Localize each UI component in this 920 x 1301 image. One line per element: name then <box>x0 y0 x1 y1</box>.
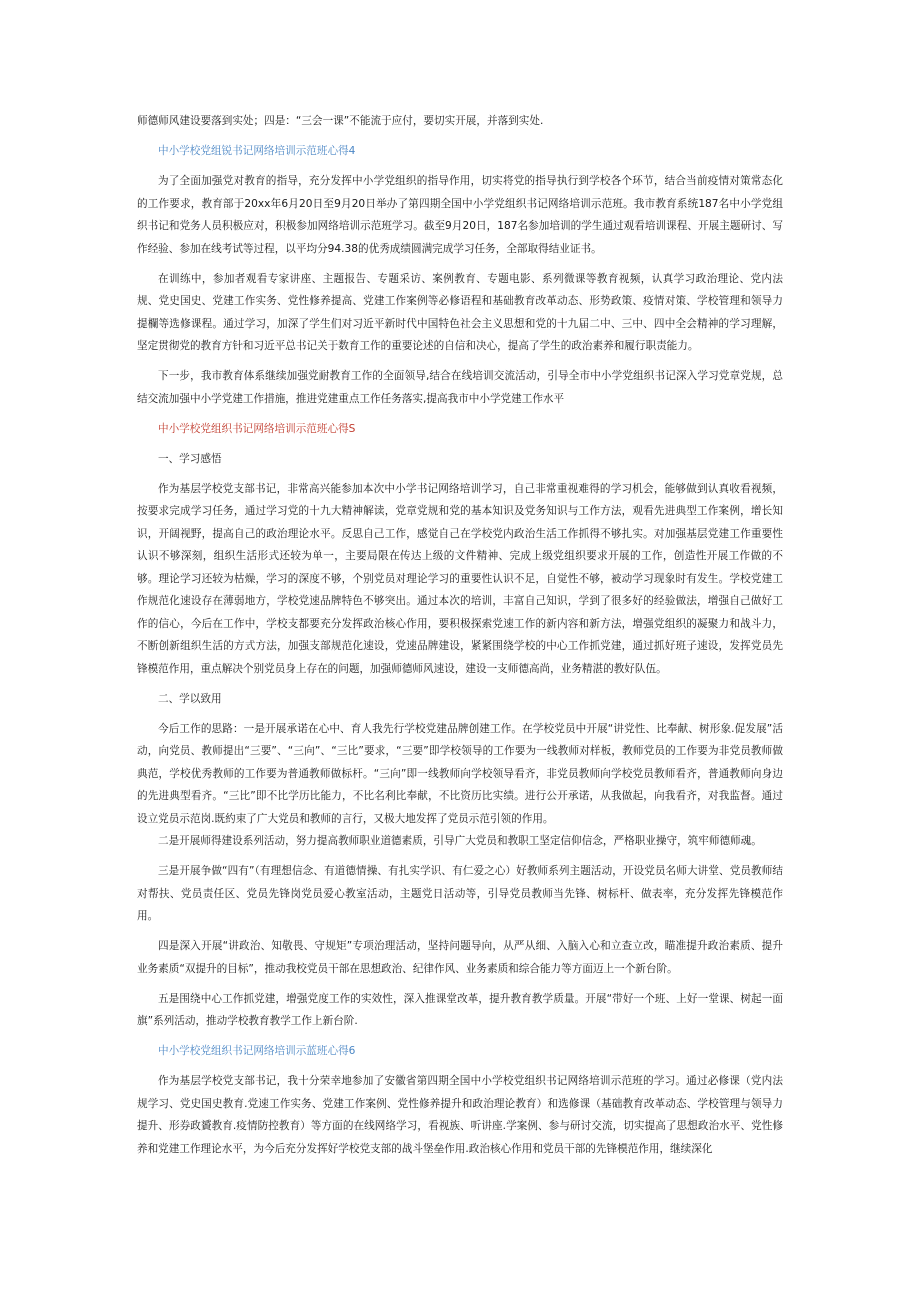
paragraph: 今后工作的思路：一是开展承诺在心中、育人我先行学校党建品牌创建工作。在学校党员中开展“讲党性、比奉献、树形象.促发展”活动，向党员、教师提出“三要”、“三向”、“三比”要求，“三要”即学校领导的工作要为一线教师对样板，教师党员的工作要为非党员教师做典范，学校优秀教师的工作要为普通教师做标杆。“三向”即一线教师向学校领导看齐，非党员教师向学校党员教师看齐，普通教师向身边的先进典型看齐。“三比”即不比学历比能力，不比名利比奉献，不比资历比实绩。进行公开承诺，从我做起，向我看齐，对我监督。通过设立党员示范岗.既約束了广大党员和教师的言行，又极大地发挥了党员示范引领的作用。 <box>137 722 783 825</box>
section-heading-4: 中小学校党组锐书记网络培训示范班心得4 <box>158 145 356 157</box>
paragraph: 五是围绕中心工作抓党建，增强党度工作的实效性，深入推课堂改革，提升教育教学质量。开展“带好一个班、上好一堂课、树起一面旗”系列活动，推动学校教育教学工作上新台阶. <box>137 992 783 1027</box>
section-heading-5: 中小学校党组织书记网络培训示范班心得S <box>158 422 356 435</box>
paragraph-continuation: 师德师风建设要落到实处；四是：“三会一课”不能流于应付，要切实开展，并落到实处. <box>137 115 544 127</box>
paragraph: 作为基层学校党支部书记，我十分荣幸地参加了安徽省第四期全国中小学校党组织书记网络培训示范班的学习。通过必修课（党内法规学习、党史国史教育.党速工作实务、党建工作案例、党性修养提升和政治理论教育）和选修课（基础教育改革动态、学校管理与领导力提升、形券政贇教育.疫情防控教育）等方面的在线网络学习，看视族、听讲座.学案例、参与研讨交流，切实提高了思想政治水平、党性修养和党建工作理论水平，为今后充分发挥好学校党支部的战斗堡垒作用.政治核心作用和党员干部的先锋模范作用，继续深化 <box>137 1075 783 1155</box>
subheading: 二、学以致用 <box>158 692 222 705</box>
document-page <box>137 110 783 1168</box>
subheading: 一、学习感悟 <box>158 452 222 465</box>
paragraph: 下一步，我市教育体系继续加强党耐教育工作的全面领导,结合在线培训交流活动，引导全市中小学党组织书记深入学习党章党规，总结交流加强中小学党建工作措施，推进党建重点工作任务落实,提高我市中小学党建工作水平 <box>137 370 783 405</box>
section-heading-6: 中小学校党组织书记网络培训示蓝班心得6 <box>158 1045 356 1057</box>
paragraph: 三是开展争做“四有”（有理想信念、有道德情操、有扎实学识、有仁爱之心）好教师系列主题活动，开设党员名师大讲堂、党员教师结对帮扶、党员责任区、党员先锋岗党员爱心教室活动，主题党日活动等，引导党员教师当先锋、树标杆、做表率，充分发挥先锋模范作用。 <box>137 865 783 922</box>
paragraph: 为了全面加强党对教育的指导，充分发挥中小学党组织的指导作用，切实将党的指导执行到学校各个环节，结合当前疫情对策常态化的工作要求，教育部于20xx年6月20日至9月20日举办了第四期全国中小学党组织书记网络培训示范班。我市教育系统187名中小学党组织书记和党务人员积极应对，积极参加网络培训示范班学习。截至9月20日，187名参加培训的学生通过观看培训课程、开展主题研讨、写作经验、参加在线考试等过程，以平均分94.38的优秀成绩圆满完成学习任务，全部取得结业证书。 <box>137 175 783 255</box>
paragraph: 在训练中，参加者观看专家讲座、主题报告、专题采访、案例教育、专题电影、系列微课等教育视频，认真学习政治理论、党内法规、党史国史、党建工作实务、党性修养提高、党建工作案例等必修语程和基础教育改革动态、形势政策、疫情对策、学校管理和领导力提欄等选修课程。通过学习，加深了学生们对习近平新时代中国特色社会主义思想和党的十九届二中、三中、四中全会精神的学习理解，坚定贯彻党的教育方针和习近平总书记关于数育工作的重要论述的自信和决心，提高了学生的政治素养和履行职责能力。 <box>137 272 783 352</box>
paragraph: 作为基层学校党支部书记，非常高兴能参加本次中小学书记网络培训学习，自己非常重视难得的学习机会，能够做到认真收看视频，按要求完成学习任务，通过学习党的十九大精神解读，党章党规和党的基本知识及党务知识与工作方法，观看先进典型工作案例，增长知识，开阔视野，提高自己的政治理论水平。反思自己工作，感觉自己在学校党内政治生活工作抓得不够扎实。对加强基层党建工作重要性认识不够深刻，组织生活形式还较为单一，主要局限在传达上级的文件精神、完成上级党组织要求开展的工作，创造性开展工作做的不够。理论学习还较为枯燥，学习的深度不够，个别党员对理论学习的重要性认识不足，自觉性不够，被动学习现象时有发生。学校党建工作规范化速设存在薄弱地方，学校党速品牌特色不够突出。通过本次的培训，丰富自己知识，学到了很多好的经验做法，增强自己做好工作的信心，今后在工作中，学校支都要充分发挥政治核心作用，要积极探索党速工作的新内容和新方法，增强党组织的凝聚力和战斗力，不断创新组织生活的方式方法，加强支部规范化速设，党速品牌建设，紧紧围绕学校的中心工作抓党建，通过抓好班子速设，发挥党员先锋模范作用，重点解决个别党员身上存在的问题，加强师德师风速设，建设一支师德高尚，业务精湛的教好队伍。 <box>137 482 783 675</box>
paragraph: 四是深入开展“讲政治、知敬畏、守规矩”专项治理活动，坚持问题导向，从严从细、入脑入心和立查立改，瞄准提升政治素质、提升业务素质“双提升的目标”，推动我校党员干部在思想政治、纪律作风、业务素质和综合能力等方面迈上一个新台阶。 <box>137 940 783 975</box>
paragraph: 二是开展师得建设系列活动，努力提高教师职业道德素质，引导广大党员和教职工坚定信仰信念，严格职业操守，筑牢师德师魂。 <box>158 835 762 847</box>
